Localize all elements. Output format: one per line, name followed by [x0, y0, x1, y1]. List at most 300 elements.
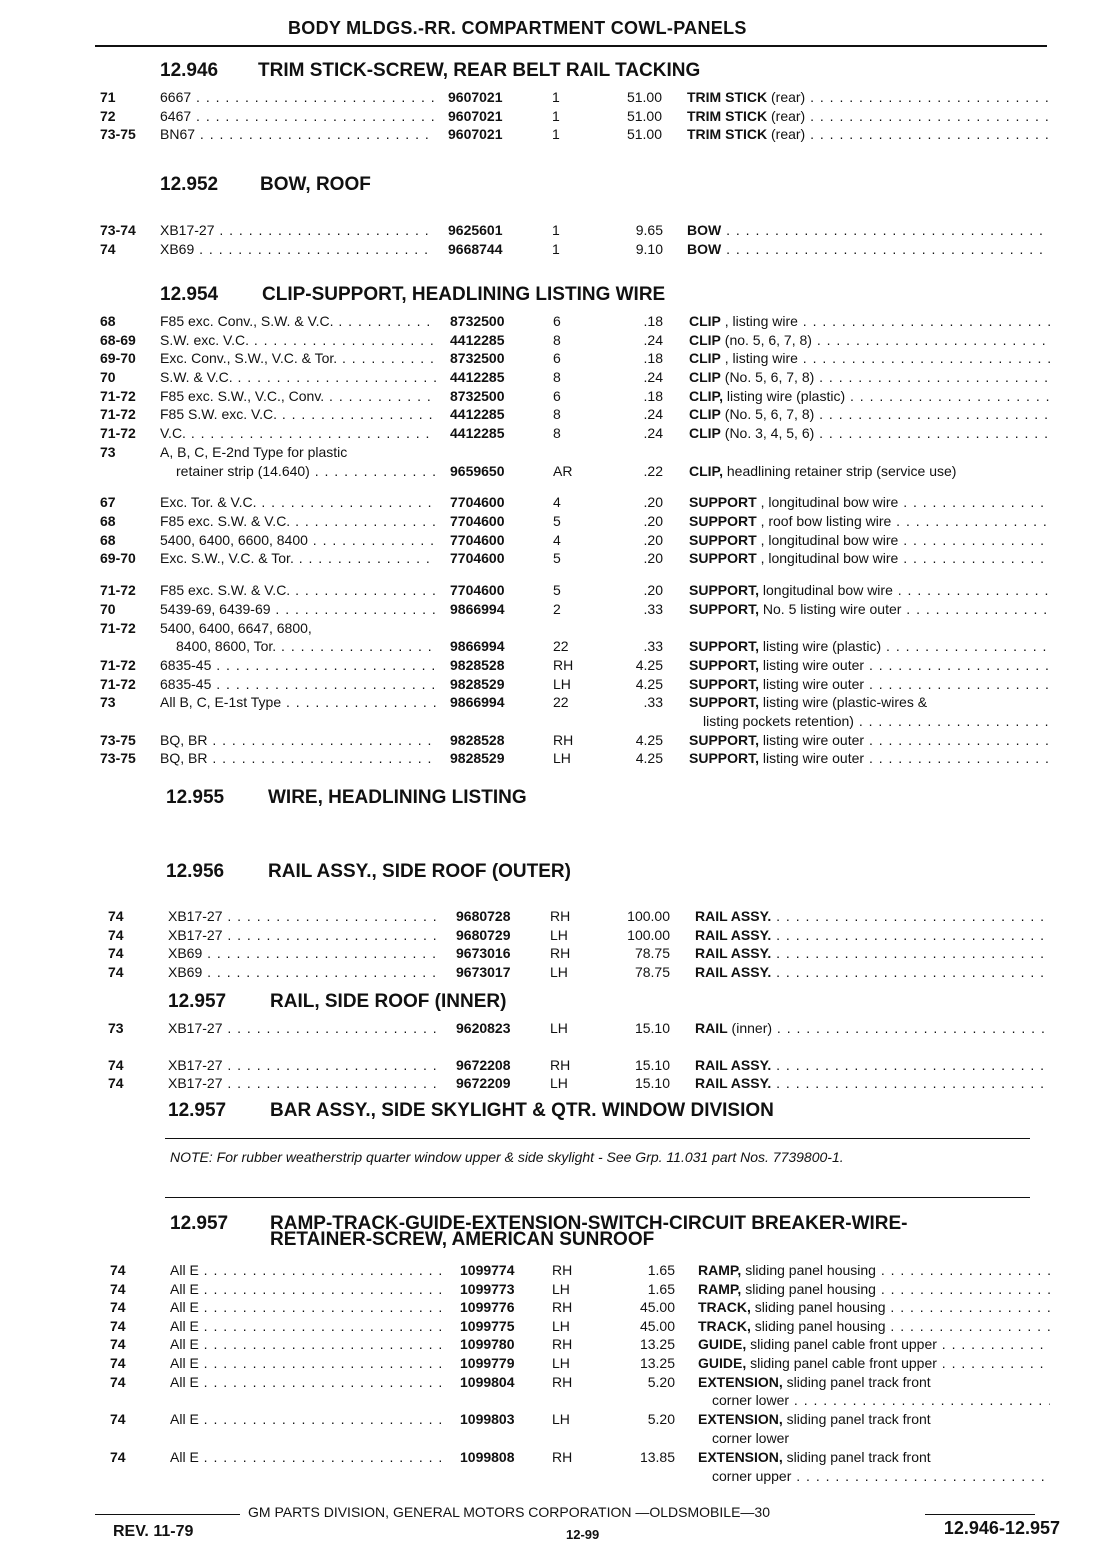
section-heading — [168, 1100, 1040, 1122]
description-text: (rear) — [767, 89, 806, 105]
description-text: , longitudinal bow wire — [756, 494, 899, 510]
description-name: EXTENSION, — [698, 1411, 783, 1427]
header-rule — [95, 45, 1047, 47]
model-application — [168, 927, 442, 943]
part-description — [689, 750, 1050, 766]
part-number: 9866994 — [450, 694, 505, 710]
description-text: listing wire outer — [759, 750, 865, 766]
list-price: .33 — [643, 694, 663, 710]
parts-row — [0, 927, 1117, 945]
quantity: 1 — [552, 222, 560, 238]
model-text: All E — [170, 1318, 199, 1334]
section-heading — [170, 1213, 1040, 1253]
list-price: .20 — [643, 582, 663, 598]
quantity: LH — [550, 927, 568, 943]
model-application — [160, 350, 436, 366]
model-text: XB17-27 — [168, 908, 223, 924]
list-price: 4.25 — [635, 732, 663, 748]
section-number: 12.954 — [160, 284, 219, 305]
list-price: 15.10 — [634, 1075, 670, 1091]
description-name: CLIP, — [689, 388, 723, 404]
description-text: , longitudinal bow wire — [756, 532, 899, 548]
model-application — [176, 463, 436, 479]
description-name: CLIP — [689, 369, 721, 385]
model-text: retainer strip (14.640) — [176, 463, 310, 479]
part-number: 9668744 — [448, 241, 503, 257]
part-number: 7704600 — [450, 494, 505, 510]
model-year: 73 — [100, 694, 116, 710]
description-name: RAIL — [695, 1020, 728, 1036]
description-name: BOW — [687, 241, 722, 257]
part-number: 7704600 — [450, 582, 505, 598]
part-number: 1099774 — [460, 1262, 515, 1278]
quantity: RH — [552, 1262, 573, 1278]
description-name: SUPPORT, — [689, 750, 760, 766]
model-year: 69-70 — [100, 550, 136, 566]
part-description — [698, 1262, 1050, 1278]
description-text: corner lower — [712, 1392, 790, 1408]
model-application — [168, 945, 442, 961]
description-name: SUPPORT, — [689, 657, 760, 673]
part-description — [695, 908, 1050, 924]
part-description — [689, 657, 1050, 673]
description-name: CLIP — [689, 406, 721, 422]
part-description — [689, 388, 1050, 404]
model-text: Exc. Tor. & V.C. — [160, 494, 257, 510]
part-description — [698, 1411, 1050, 1427]
quantity: LH — [552, 1318, 570, 1334]
section-title: WIRE, HEADLINING LISTING — [268, 787, 527, 808]
model-text: 5400, 6400, 6647, 6800, — [160, 620, 312, 636]
model-year: 74 — [110, 1281, 126, 1297]
footer-rule-left — [95, 1514, 240, 1515]
description-name: RAIL ASSY. — [695, 927, 772, 943]
description-name: CLIP — [689, 350, 721, 366]
model-application — [160, 406, 436, 422]
part-description — [689, 532, 1050, 548]
section-title: RAMP-TRACK-GUIDE-EXTENSION-SWITCH-CIRCUIT BREAKER-WIRE- — [270, 1213, 908, 1234]
part-description — [695, 1020, 1050, 1036]
section-title-continued: RETAINER-SCREW, AMERICAN SUNROOF — [270, 1229, 655, 1250]
part-number: 4412285 — [450, 406, 505, 422]
list-price: 13.25 — [639, 1336, 675, 1352]
part-description — [703, 713, 1050, 729]
description-text: listing wire outer — [759, 732, 865, 748]
parts-row — [0, 126, 1117, 144]
model-year: 74 — [100, 241, 116, 257]
part-description — [689, 350, 1050, 366]
parts-row — [0, 750, 1117, 768]
description-text: listing wire outer — [759, 676, 865, 692]
model-year: 71-72 — [100, 425, 136, 441]
parts-row — [0, 1299, 1117, 1317]
model-application — [170, 1318, 446, 1334]
list-price: 45.00 — [639, 1299, 675, 1315]
description-name: GUIDE, — [698, 1355, 747, 1371]
list-price: 15.10 — [634, 1057, 670, 1073]
model-year: 71 — [100, 89, 116, 105]
part-description — [689, 494, 1050, 510]
model-application — [160, 126, 434, 142]
model-application — [160, 601, 436, 617]
part-number: 9680728 — [456, 908, 511, 924]
part-description — [712, 1430, 1050, 1446]
description-name: RAIL ASSY. — [695, 945, 772, 961]
part-number: 9607021 — [448, 89, 503, 105]
part-description — [687, 222, 1050, 238]
parts-row — [0, 425, 1117, 443]
description-text: sliding panel housing — [750, 1318, 886, 1334]
parts-row — [0, 369, 1117, 387]
description-text: sliding panel cable front upper — [746, 1355, 937, 1371]
section-heading — [160, 60, 1040, 82]
quantity: RH — [553, 732, 574, 748]
model-year: 71-72 — [100, 582, 136, 598]
list-price: 78.75 — [634, 945, 670, 961]
quantity: LH — [553, 750, 571, 766]
quantity: LH — [550, 964, 568, 980]
description-name: TRIM STICK — [687, 126, 768, 142]
parts-row — [0, 108, 1117, 126]
description-name: RAIL ASSY. — [695, 1057, 772, 1073]
parts-row — [0, 222, 1117, 240]
description-text: No. 5 listing wire outer — [759, 601, 902, 617]
part-description — [695, 964, 1050, 980]
quantity: RH — [550, 908, 571, 924]
parts-row — [0, 1318, 1117, 1336]
description-text: listing wire (plastic) — [722, 388, 846, 404]
model-year: 68 — [100, 313, 116, 329]
section-title: RAIL ASSY., SIDE ROOF (OUTER) — [268, 861, 571, 882]
list-price: .24 — [643, 406, 663, 422]
part-description — [687, 126, 1050, 142]
part-number: 9607021 — [448, 108, 503, 124]
part-description — [687, 108, 1050, 124]
model-text: BQ, BR — [160, 732, 208, 748]
section-title: BAR ASSY., SIDE SKYLIGHT & QTR. WINDOW DIVISION — [270, 1100, 774, 1121]
model-application — [160, 369, 436, 385]
model-year: 74 — [110, 1336, 126, 1352]
list-price: 4.25 — [635, 676, 663, 692]
section-title: CLIP-SUPPORT, HEADLINING LISTING WIRE — [262, 284, 666, 305]
model-year: 73-75 — [100, 732, 136, 748]
parts-row — [0, 732, 1117, 750]
description-text: (rear) — [767, 126, 806, 142]
model-application — [170, 1299, 446, 1315]
model-application — [160, 694, 436, 710]
model-text: XB17-27 — [168, 1075, 223, 1091]
part-number: 4412285 — [450, 425, 505, 441]
description-name: SUPPORT, — [689, 694, 760, 710]
parts-row — [0, 1374, 1117, 1392]
part-number: 1099804 — [460, 1374, 515, 1390]
list-price: .18 — [643, 388, 663, 404]
list-price: .18 — [643, 350, 663, 366]
quantity: 2 — [553, 601, 561, 617]
description-name: EXTENSION, — [698, 1449, 783, 1465]
parts-row — [0, 1020, 1117, 1038]
description-name: GUIDE, — [698, 1336, 747, 1352]
part-number: 7704600 — [450, 513, 505, 529]
model-year: 74 — [110, 1449, 126, 1465]
list-price: 9.10 — [635, 241, 663, 257]
model-application — [160, 313, 436, 329]
model-text: All E — [170, 1374, 199, 1390]
part-number: 1099808 — [460, 1449, 515, 1465]
model-year: 68 — [100, 513, 116, 529]
quantity: 5 — [553, 513, 561, 529]
part-description — [689, 694, 1050, 710]
quantity: LH — [552, 1411, 570, 1427]
model-year: 74 — [110, 1262, 126, 1278]
section-title: BOW, ROOF — [260, 174, 371, 195]
model-text: 5439-69, 6439-69 — [160, 601, 271, 617]
model-application — [160, 332, 436, 348]
quantity: 4 — [553, 532, 561, 548]
description-name: SUPPORT — [689, 532, 757, 548]
list-price: 15.10 — [634, 1020, 670, 1036]
part-number: 1099776 — [460, 1299, 515, 1315]
parts-row — [0, 532, 1117, 550]
part-number: 9625601 — [448, 222, 503, 238]
parts-row — [0, 582, 1117, 600]
model-year: 73-75 — [100, 126, 136, 142]
footer-revision: REV. 11-79 — [113, 1523, 194, 1540]
part-description — [698, 1299, 1050, 1315]
model-text: V.C. — [160, 425, 186, 441]
model-application — [160, 676, 436, 692]
list-price: 4.25 — [635, 750, 663, 766]
footer-group-range: 12.946-12.957 — [943, 1518, 1060, 1538]
list-price: .33 — [643, 638, 663, 654]
model-text: 5400, 6400, 6600, 8400 — [160, 532, 308, 548]
part-number: 9866994 — [450, 638, 505, 654]
parts-row — [0, 463, 1117, 481]
quantity: 22 — [553, 694, 569, 710]
quantity: RH — [553, 657, 574, 673]
footer-rule-right — [925, 1514, 1035, 1515]
model-text: F85 S.W. exc. V.C. — [160, 406, 277, 422]
list-price: 51.00 — [626, 126, 662, 142]
part-number: 9828529 — [450, 676, 505, 692]
model-text: F85 exc. S.W. & V.C. — [160, 582, 291, 598]
parts-row — [0, 1336, 1117, 1354]
description-text: listing wire (plastic) — [759, 638, 882, 654]
section-heading — [168, 991, 1040, 1013]
parts-row — [0, 444, 1117, 462]
section-number: 12.957 — [168, 1100, 227, 1121]
parts-row — [0, 694, 1117, 712]
model-text: All E — [170, 1449, 199, 1465]
section-number: 12.955 — [166, 787, 225, 808]
quantity: 8 — [553, 332, 561, 348]
part-description — [712, 1468, 1050, 1484]
model-text: All E — [170, 1336, 199, 1352]
list-price: .20 — [643, 494, 663, 510]
description-name: SUPPORT — [689, 550, 757, 566]
model-application — [160, 222, 434, 238]
part-number: 1099780 — [460, 1336, 515, 1352]
quantity: LH — [550, 1075, 568, 1091]
model-text: 6667 — [160, 89, 192, 105]
model-text: XB17-27 — [168, 1020, 223, 1036]
description-text: longitudinal bow wire — [759, 582, 893, 598]
description-text: sliding panel cable front upper — [746, 1336, 937, 1352]
parts-row — [0, 908, 1117, 926]
part-number: 9607021 — [448, 126, 503, 142]
list-price: 1.65 — [647, 1281, 675, 1297]
model-application — [168, 908, 442, 924]
model-text: All B, C, E-1st Type — [160, 694, 282, 710]
quantity: RH — [550, 945, 571, 961]
part-number: 9828529 — [450, 750, 505, 766]
footer-page-number: 12-99 — [566, 1527, 600, 1542]
model-text: 8400, 8600, Tor. — [176, 638, 277, 654]
list-price: .33 — [643, 601, 663, 617]
list-price: 5.20 — [647, 1374, 675, 1390]
parts-row — [0, 620, 1117, 638]
part-description — [698, 1281, 1050, 1297]
parts-row — [0, 89, 1117, 107]
quantity: 1 — [552, 108, 560, 124]
model-year: 73-75 — [100, 750, 136, 766]
part-description — [689, 582, 1050, 598]
model-year: 74 — [110, 1374, 126, 1390]
model-text: F85 exc. S.W. & V.C. — [160, 513, 291, 529]
part-number: 1099773 — [460, 1281, 515, 1297]
description-text: sliding panel track front — [782, 1374, 931, 1390]
description-text: sliding panel housing — [741, 1262, 876, 1278]
description-name: CLIP, — [689, 463, 723, 479]
model-year: 73 — [100, 444, 116, 460]
quantity: 8 — [553, 369, 561, 385]
model-application — [160, 750, 436, 766]
part-number: 7704600 — [450, 532, 505, 548]
model-application — [160, 513, 436, 529]
model-year: 71-72 — [100, 406, 136, 422]
parts-row — [0, 241, 1117, 259]
quantity: LH — [552, 1281, 570, 1297]
part-number: 9680729 — [456, 927, 511, 943]
model-year: 71-72 — [100, 676, 136, 692]
model-application — [168, 964, 442, 980]
parts-row — [0, 1468, 1117, 1486]
model-application — [160, 494, 436, 510]
list-price: 13.85 — [639, 1449, 675, 1465]
model-application — [160, 108, 434, 124]
model-text: F85 exc. S.W., V.C., Conv. — [160, 388, 325, 404]
parts-row — [0, 1057, 1117, 1075]
part-description — [689, 313, 1050, 329]
description-name: SUPPORT, — [689, 601, 760, 617]
description-name: RAMP, — [698, 1281, 742, 1297]
list-price: .20 — [643, 550, 663, 566]
list-price: 45.00 — [639, 1318, 675, 1334]
parts-row — [0, 332, 1117, 350]
model-text: Exc. S.W., V.C. & Tor. — [160, 550, 294, 566]
model-year: 68-69 — [100, 332, 136, 348]
model-application — [176, 638, 436, 654]
description-name: SUPPORT, — [689, 638, 760, 654]
section-title: TRIM STICK-SCREW, REAR BELT RAIL TACKING — [258, 60, 701, 81]
part-description — [712, 1392, 1050, 1408]
section-heading — [166, 861, 1040, 883]
model-text: All E — [170, 1299, 199, 1315]
description-text: (No. 3, 4, 5, 6) — [720, 425, 815, 441]
description-name: SUPPORT — [689, 513, 757, 529]
parts-row — [0, 388, 1117, 406]
section-number: 12.957 — [168, 991, 227, 1012]
model-text: XB17-27 — [160, 222, 215, 238]
description-name: CLIP — [689, 313, 721, 329]
model-application — [160, 444, 436, 460]
model-year: 69-70 — [100, 350, 136, 366]
quantity: LH — [552, 1355, 570, 1371]
model-text: F85 exc. Conv., S.W. & V.C. — [160, 313, 334, 329]
list-price: 51.00 — [626, 108, 662, 124]
description-name: RAIL ASSY. — [695, 908, 772, 924]
part-description — [698, 1336, 1050, 1352]
model-text: XB69 — [168, 945, 203, 961]
model-application — [170, 1449, 446, 1465]
part-number: 9659650 — [450, 463, 505, 479]
description-text: (no. 5, 6, 7, 8) — [720, 332, 812, 348]
part-description — [695, 1075, 1050, 1091]
model-application — [168, 1020, 442, 1036]
parts-row — [0, 1355, 1117, 1373]
parts-row — [0, 494, 1117, 512]
part-description — [695, 927, 1050, 943]
model-year: 72 — [100, 108, 116, 124]
parts-row — [0, 313, 1117, 331]
note-rule-bottom — [165, 1197, 1030, 1198]
list-price: .20 — [643, 513, 663, 529]
description-text: corner lower — [712, 1430, 790, 1446]
part-description — [689, 732, 1050, 748]
model-application — [170, 1336, 446, 1352]
part-number: 9672209 — [456, 1075, 511, 1091]
description-text: sliding panel housing — [750, 1299, 886, 1315]
part-number: 7704600 — [450, 550, 505, 566]
description-name: TRACK, — [698, 1299, 751, 1315]
model-text: All E — [170, 1281, 199, 1297]
model-year: 73 — [108, 1020, 124, 1036]
model-application — [160, 241, 434, 257]
part-number: 9673016 — [456, 945, 511, 961]
description-text: listing wire outer — [759, 657, 865, 673]
model-application — [160, 620, 436, 636]
section-title: RAIL, SIDE ROOF (INNER) — [270, 991, 507, 1012]
parts-row — [0, 1075, 1117, 1093]
part-number: 8732500 — [450, 388, 505, 404]
model-year: 74 — [108, 908, 124, 924]
quantity: 1 — [552, 126, 560, 142]
model-text: 6835-45 — [160, 657, 212, 673]
model-application — [168, 1057, 442, 1073]
list-price: 5.20 — [647, 1411, 675, 1427]
footer-division: GM PARTS DIVISION, GENERAL MOTORS CORPORATION —OLDSMOBILE—30 — [248, 1504, 770, 1520]
part-description — [689, 638, 1050, 654]
part-description — [689, 425, 1050, 441]
part-number: 1099803 — [460, 1411, 515, 1427]
part-description — [689, 406, 1050, 422]
description-text: (No. 5, 6, 7, 8) — [720, 406, 815, 422]
list-price: 100.00 — [627, 908, 670, 924]
part-description — [689, 369, 1050, 385]
model-text: Exc. Conv., S.W., V.C. & Tor. — [160, 350, 338, 366]
model-year: 67 — [100, 494, 116, 510]
model-year: 70 — [100, 369, 116, 385]
